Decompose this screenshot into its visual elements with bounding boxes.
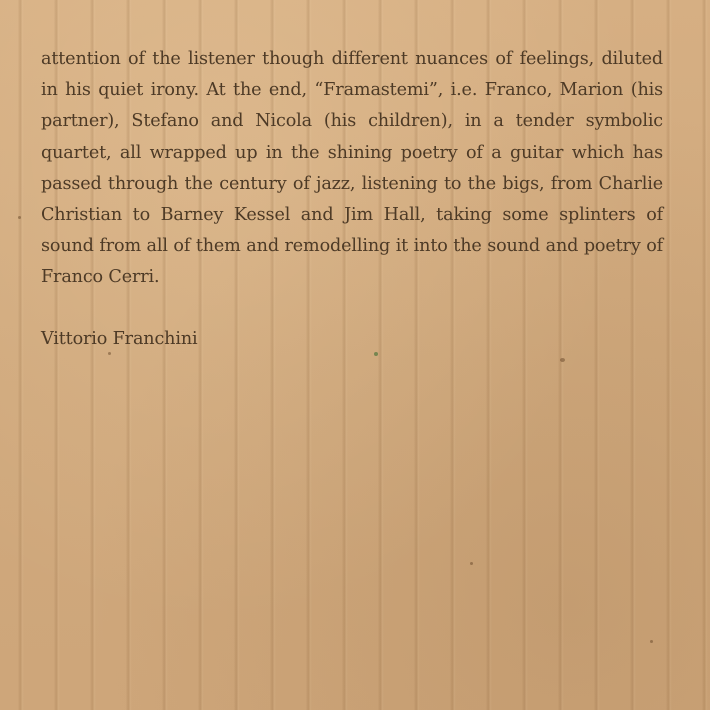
speck-mark: [470, 562, 473, 565]
speck-mark: [18, 216, 21, 219]
speck-mark: [560, 358, 565, 362]
speck-mark: [374, 352, 378, 356]
author-signature: Vittorio Franchini: [41, 329, 198, 349]
speck-mark: [650, 640, 653, 643]
liner-notes-paragraph: attention of the listener though different nuances of feelings, diluted in his quiet irony. At the end, “Framastemi”, i.e. Franco, Marion (his partner), Stefano and Nicola (his children), in a tender symbolic quartet, all wrapped up in the shining poetry of a guitar which has passed through the century of jazz, listening to the bigs, from Charlie Christian to Barney Kessel and Jim Hall, taking some splinters of sound from all of them and remodelling it into the sound and poetry of Franco Cerri.: [41, 49, 663, 288]
